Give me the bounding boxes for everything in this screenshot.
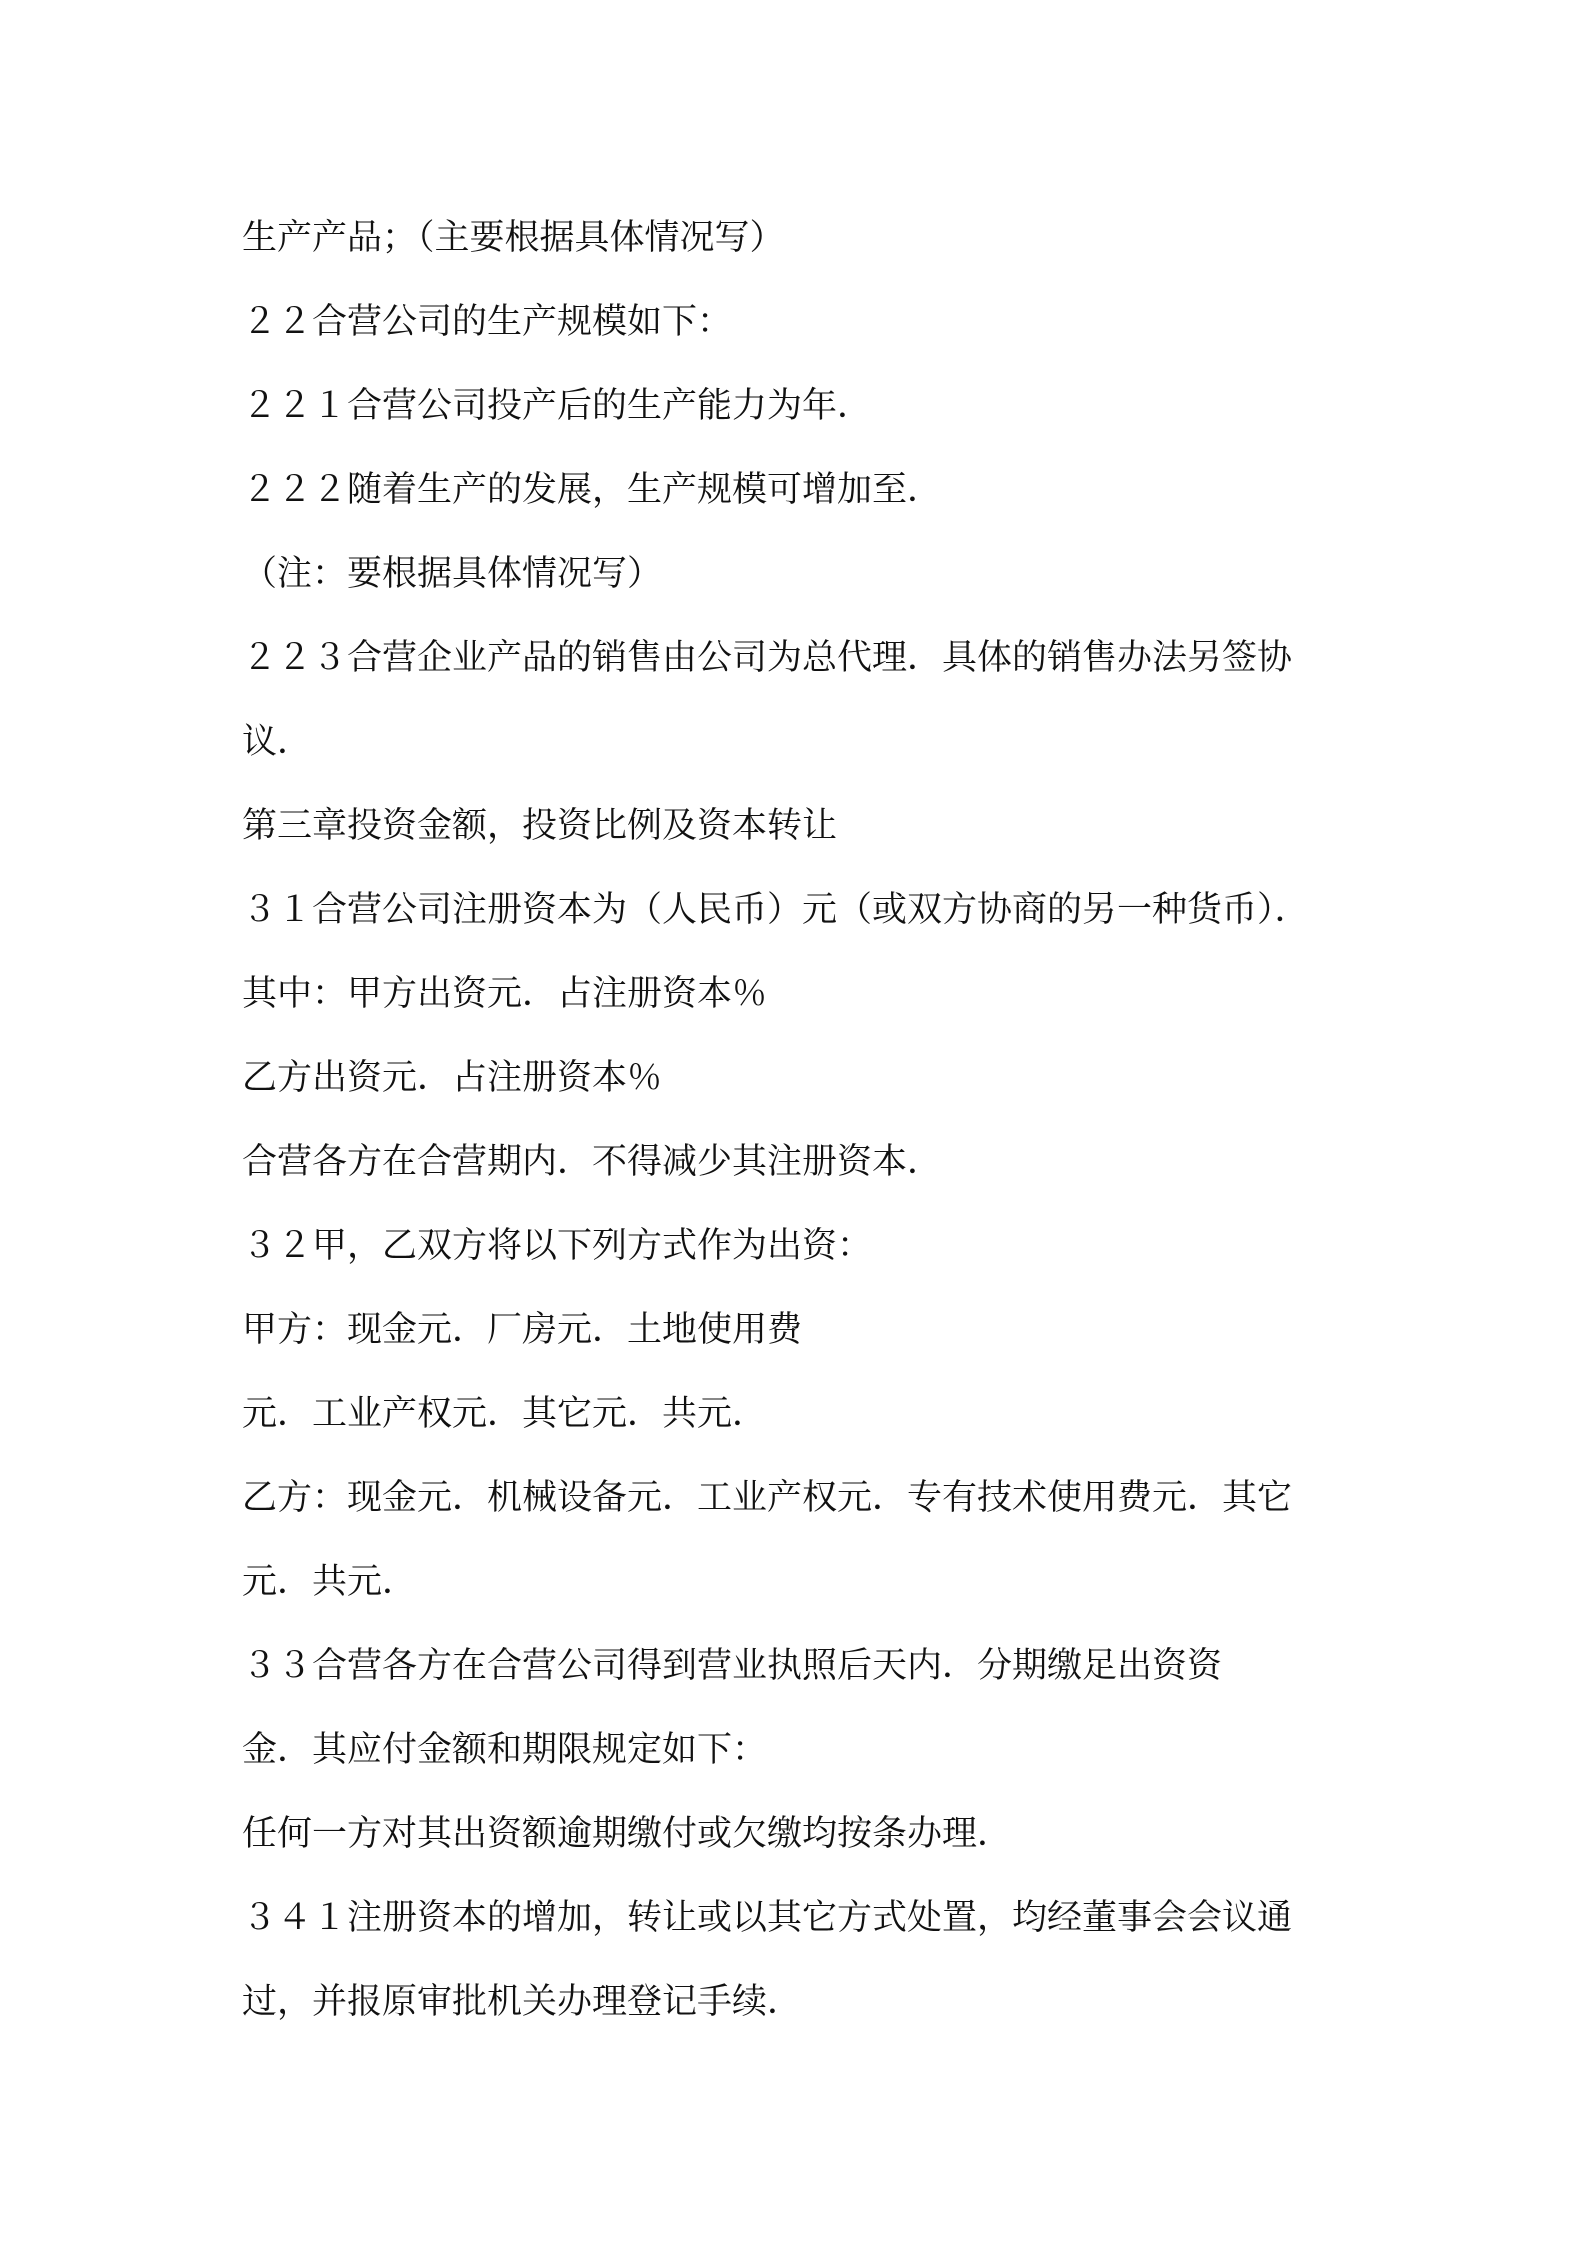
text-line-3-4-1: ３４１注册资本的增加，转让或以其它方式处置，均经董事会会议通 [242,1898,1293,1938]
text-line-3-2: ３２甲，乙双方将以下列方式作为出资： [242,1226,873,1266]
text-line-party-b-contrib-cont: 元．共元． [242,1562,418,1602]
text-line-3-3-cont: 金．其应付金额和期限规定如下： [242,1730,768,1770]
text-line-3-1: ３１合营公司注册资本为（人民币）元（或双方协商的另一种货币）． [242,890,1310,930]
text-line-2-2-3: ２２３合营企业产品的销售由公司为总代理．具体的销售办法另签协 [242,638,1293,678]
text-line-overdue: 任何一方对其出资额逾期缴付或欠缴均按条办理． [242,1814,1013,1854]
text-line-2-2-2: ２２２随着生产的发展，生产规模可增加至． [242,470,943,510]
text-line-party-a-contrib: 甲方：现金元．厂房元．土地使用费 [242,1310,803,1350]
text-line-party-b-share: 乙方出资元．占注册资本％ [242,1058,663,1098]
text-line-2-2-3-cont: 议． [242,722,313,762]
text-line-3-3: ３３合营各方在合营公司得到营业执照后天内．分期缴足出资资 [242,1646,1223,1686]
text-line-party-b-contrib: 乙方：现金元．机械设备元．工业产权元．专有技术使用费元．其它 [242,1478,1293,1518]
text-line-2-2: ２２合营公司的生产规模如下： [242,302,733,342]
text-line-party-a-contrib-cont: 元．工业产权元．其它元．共元． [242,1394,768,1434]
text-line-3-4-1-cont: 过，并报原审批机关办理登记手续． [242,1982,803,2022]
text-line-products: 生产产品；（主要根据具体情况写） [242,218,785,258]
text-line-note: （注：要根据具体情况写） [242,554,663,594]
text-line-party-a-share: 其中：甲方出资元．占注册资本％ [242,974,768,1014]
document-body [242,196,1362,2044]
chapter-heading: 第三章投资金额，投资比例及资本转让 [242,806,838,846]
text-line-no-reduce: 合营各方在合营期内．不得减少其注册资本． [242,1142,943,1182]
text-line-2-2-1: ２２１合营公司投产后的生产能力为年． [242,386,873,426]
